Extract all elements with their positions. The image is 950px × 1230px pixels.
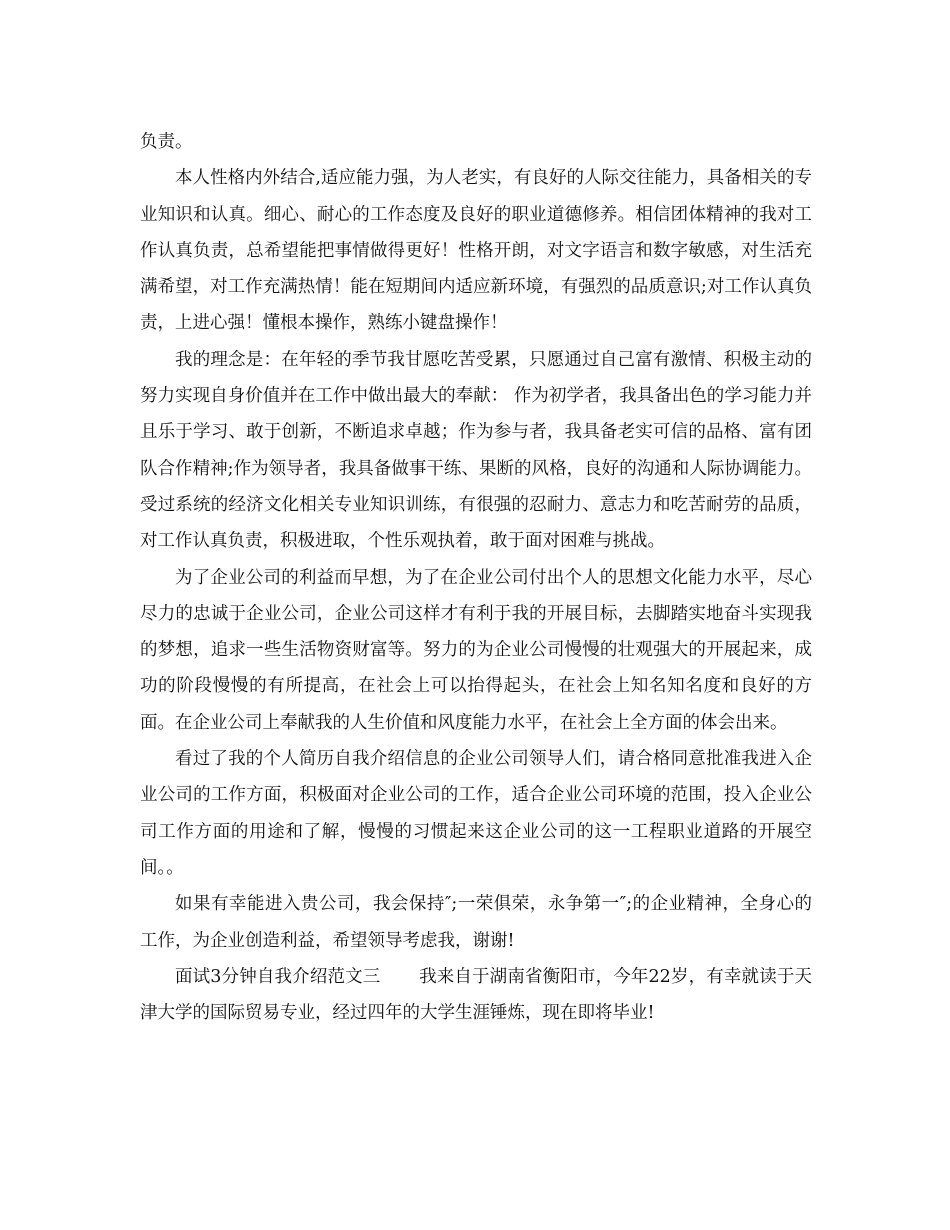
paragraph-sample-three (140, 959, 812, 1032)
paragraph-closing: 如果有幸能进入贵公司，我会保持″;一荣俱荣，永争第一″;的企业精神，全身心的工作，为企业创造利益，希望领导考虑我，谢谢! (140, 894, 812, 951)
sample-body: 我来自于湖南省衡阳市，今年22岁，有幸就读于天津大学的国际贸易专业，经过四年的大学生涯锤炼，现在即将毕业! (140, 966, 812, 1024)
document-page (140, 124, 812, 1031)
paragraph-continuation: 负责。 (140, 132, 193, 152)
paragraph-personality: 本人性格内外结合,适应能力强，为人老实，有良好的人际交往能力，具备相关的专业知识和认真。细心、耐心的工作态度及良好的职业道德修养。相信团体精神的我对工作认真负责，总希望能把事情做得更好！性格开朗，对文字语言和数字敏感，对生活充满希望，对工作充满热情！能在短期间内适应新环境，有强烈的品质意识;对工作认真负责，上进心强！懂根本操作，熟练小键盘操作！ (140, 168, 812, 334)
paragraph-philosophy: 我的理念是：在年轻的季节我甘愿吃苦受累，只愿通过自己富有激情、积极主动的努力实现自身价值并在工作中做出最大的奉献： 作为初学者，我具备出色的学习能力并且乐于学习、敢于创新，不断追求卓越；作为参与者，我具备老实可信的品格、富有团队合作精神;作为领导者，我具备做事干练、果断的风格，良好的沟通和人际协调能力。受过系统的经济文化相关专业知识训练，有很强的忍耐力、意志力和吃苦耐劳的品质，对工作认真负责，积极进取，个性乐观执着，敢于面对困难与挑战。 (140, 349, 812, 552)
sample-heading: 面试3分钟自我介绍范文三 (175, 966, 381, 987)
paragraph-company-goals: 为了企业公司的利益而早想，为了在企业公司付出个人的思想文化能力水平，尽心尽力的忠诚于企业公司，企业公司这样才有利于我的开展目标，去脚踏实地奋斗实现我的梦想，追求一些生活物资财富等。努力的为企业公司慢慢的壮观强大的开展起来，成功的阶段慢慢的有所提高，在社会上可以抬得起头，在社会上知名知名度和良好的方面。在企业公司上奉献我的人生价值和风度能力水平，在社会上全方面的体会出来。 (140, 567, 812, 733)
paragraph-request: 看过了我的个人简历自我介绍信息的企业公司领导人们，请合格同意批准我进入企业公司的工作方面，积极面对企业公司的工作，适合企业公司环境的范围，投入企业公司工作方面的用途和了解，慢慢的习惯起来这企业公司的这一工程职业道路的开展空间。。 (140, 749, 812, 878)
